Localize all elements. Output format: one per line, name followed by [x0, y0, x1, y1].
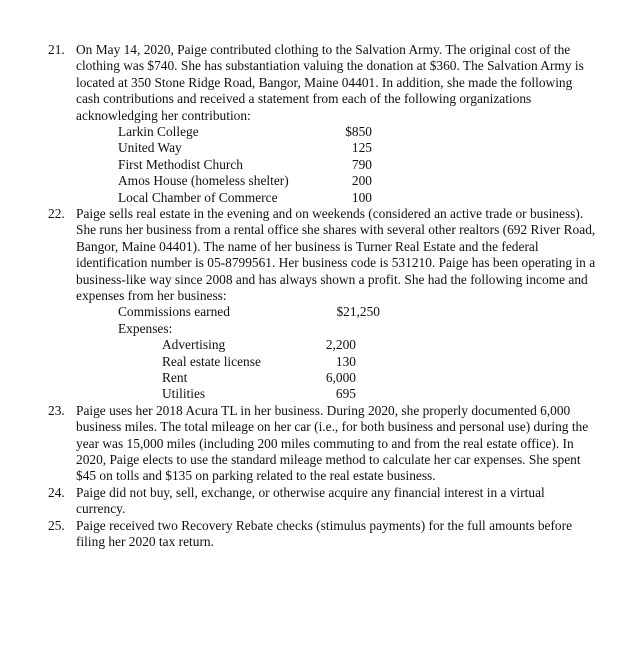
- expense-row: [76, 337, 596, 353]
- expense-row: [76, 354, 596, 370]
- item-number: 21.: [48, 42, 65, 57]
- item-text: On May 14, 2020, Paige contributed clothing to the Salvation Army. The original cost of the clothing was $740. She has substantiation valuing the donation at $360. The Salvation Army is located at 350 Stone Ridge Road, Bangor, Maine 04401. In addition, she made the following cash contributions and received a statement from each of the following organizations acknowledging her contribution:: [76, 42, 584, 123]
- expense-name: Utilities: [162, 386, 206, 402]
- expense-amount: 2,200: [325, 337, 356, 353]
- commissions-label: Commissions earned: [118, 304, 230, 320]
- item-25: [48, 518, 596, 551]
- expenses-header: [76, 321, 596, 337]
- organization-name: United Way: [118, 140, 182, 156]
- expense-name: Rent: [162, 369, 188, 385]
- expense-amount: 6,000: [325, 369, 356, 385]
- expenses-label: Expenses:: [118, 320, 173, 336]
- item-21: [48, 42, 596, 206]
- contribution-row: [76, 140, 596, 156]
- item-22: [48, 206, 596, 403]
- commissions-row: [76, 304, 596, 320]
- contribution-row: [76, 157, 596, 173]
- expense-row: [76, 370, 596, 386]
- item-text: Paige uses her 2018 Acura TL in her business. During 2020, she properly documented 6,000 business miles. The total mileage on her car (i.e., for both business and personal use) during the year was 15,000 miles (including 200 miles commuting to and from the real estate office). In 2020, Paige elects to use the standard mileage method to calculate her car expenses. She spent $45 on tolls and $135 on parking related to the real estate business.: [76, 402, 589, 484]
- item-number: 25.: [48, 517, 65, 533]
- contribution-amount: 125: [351, 140, 372, 156]
- expense-amount: 695: [335, 386, 356, 402]
- item-text: Paige received two Recovery Rebate checks (stimulus payments) for the full amounts before filing her 2020 tax return.: [76, 517, 573, 550]
- item-24: [48, 485, 596, 518]
- organization-name: Local Chamber of Commerce: [118, 189, 278, 205]
- contribution-row: [76, 124, 596, 140]
- expense-name: Advertising: [162, 337, 226, 353]
- item-text: Paige did not buy, sell, exchange, or otherwise acquire any financial interest in a virtual currency.: [76, 484, 545, 517]
- contribution-amount: 200: [351, 173, 372, 189]
- item-number: 23.: [48, 402, 65, 418]
- contribution-amount: 790: [351, 156, 372, 172]
- organization-name: Amos House (homeless shelter): [118, 173, 289, 189]
- expense-row: [76, 386, 596, 402]
- expense-amount: 130: [335, 353, 356, 369]
- expense-name: Real estate license: [162, 353, 261, 369]
- problem-list: [48, 42, 596, 550]
- commissions-amount: $21,250: [336, 304, 380, 320]
- item-number: 22.: [48, 205, 65, 221]
- item-23: [48, 403, 596, 485]
- contribution-amount: 100: [351, 189, 372, 205]
- organization-name: First Methodist Church: [118, 156, 243, 172]
- contribution-row: [76, 173, 596, 189]
- organization-name: Larkin College: [118, 124, 199, 140]
- contribution-amount: $850: [345, 124, 372, 140]
- item-text: Paige sells real estate in the evening and on weekends (considered an active trade or business). She runs her business from a rental office she shares with several other realtors (692 River Road, Bangor, Maine 04401). The name of her business is Turner Real Estate and the federal identification number is 05-8799561. Her business code is 531210. Paige has been operating in a business-like way since 2008 and has always shown a profit. She had the following income and expenses from her business:: [76, 205, 596, 304]
- item-number: 24.: [48, 484, 65, 500]
- contribution-row: [76, 190, 596, 206]
